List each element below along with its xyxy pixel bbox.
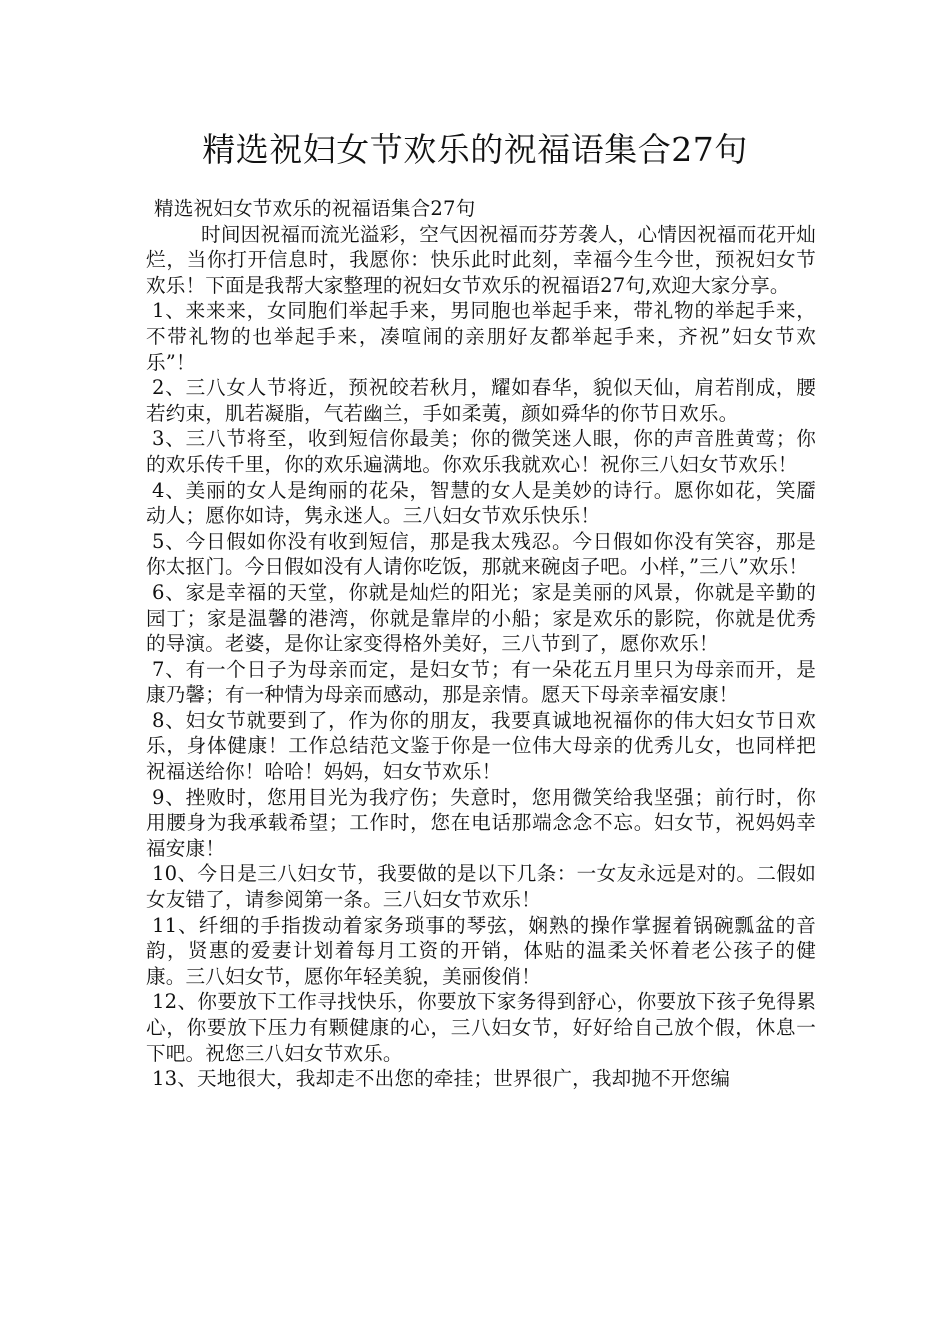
list-item: 10、今日是三八妇女节，我要做的是以下几条：一女友永远是对的。二假如女友错了，请参阅第一条。三八妇女节欢乐！	[146, 862, 816, 912]
document-subtitle: 精选祝妇女节欢乐的祝福语集合27句	[154, 197, 476, 220]
list-item: 2、三八女人节将近，预祝皎若秋月，耀如春华，貌似天仙，肩若削成，腰若约束，肌若凝脂，气若幽兰，手如柔荑，颜如舜华的你节日欢乐。	[146, 376, 816, 425]
list-item: 8、妇女节就要到了，作为你的朋友，我要真诚地祝福你的伟大妇女节日欢乐，身体健康！工作总结范文鉴于你是一位伟大母亲的优秀儿女，也同样把祝福送给你！哈哈！妈妈，妇女节欢乐！	[146, 708, 816, 784]
list-item: 4、美丽的女人是绚丽的花朵，智慧的女人是美妙的诗行。愿你如花，笑靥动人；愿你如诗，隽永迷人。三八妇女节欢乐快乐！	[146, 478, 816, 528]
list-item: 5、今日假如你没有收到短信，那是我太残忍。今日假如你没有笑容，那是你太抠门。今日假如没有人请你吃饭，那就来碗卤子吧。小样，”三八”欢乐！	[146, 529, 816, 579]
list-item: 1、来来来，女同胞们举起手来，男同胞也举起手来，带礼物的举起手来，不带礼物的也举起手来，凑喧闹的亲朋好友都举起手来，齐祝”妇女节欢乐”！	[146, 299, 816, 374]
document-body	[146, 196, 816, 1092]
document-title: 精选祝妇女节欢乐的祝福语集合27句	[202, 130, 748, 169]
list-item: 9、挫败时，您用目光为我疗伤；失意时，您用微笑给我坚强；前行时，你用腰身为我承载希望；工作时，您在电话那端念念不忘。妇女节，祝妈妈幸福安康！	[146, 785, 816, 860]
list-item: 13、天地很大，我却走不出您的牵挂；世界很广，我却抛不开您编	[152, 1067, 731, 1091]
list-item: 7、有一个日子为母亲而定，是妇女节；有一朵花五月里只为母亲而开，是康乃馨；有一种情为母亲而感动，那是亲情。愿天下母亲幸福安康！	[146, 657, 816, 707]
list-item: 3、三八节将至，收到短信你最美；你的微笑迷人眼，你的声音胜黄莺；你的欢乐传千里，你的欢乐遍满地。你欢乐我就欢心！祝你三八妇女节欢乐！	[146, 427, 816, 476]
list-item: 12、你要放下工作寻找快乐，你要放下家务得到舒心，你要放下孩子免得累心，你要放下压力有颗健康的心，三八妇女节，好好给自己放个假，休息一下吧。祝您三八妇女节欢乐。	[146, 990, 816, 1065]
list-item: 11、纤细的手指拨动着家务琐事的琴弦，娴熟的操作掌握着锅碗瓢盆的音韵，贤惠的爱妻计划着每月工资的开销，体贴的温柔关怀着老公孩子的健康。三八妇女节，愿你年轻美貌，美丽俊俏！	[146, 913, 816, 988]
intro-paragraph: 时间因祝福而流光溢彩，空气因祝福而芬芳袭人，心情因祝福而花开灿烂，当你打开信息时，我愿你：快乐此时此刻，幸福今生今世，预祝妇女节欢乐！下面是我帮大家整理的祝妇女节欢乐的祝福语27句,欢迎大家分享。	[146, 222, 816, 297]
list-item: 6、家是幸福的天堂，你就是灿烂的阳光；家是美丽的风景，你就是辛勤的园丁；家是温馨的港湾，你就是靠岸的小船；家是欢乐的影院，你就是优秀的导演。老婆，是你让家变得格外美好，三八节到了，愿你欢乐！	[146, 580, 816, 656]
